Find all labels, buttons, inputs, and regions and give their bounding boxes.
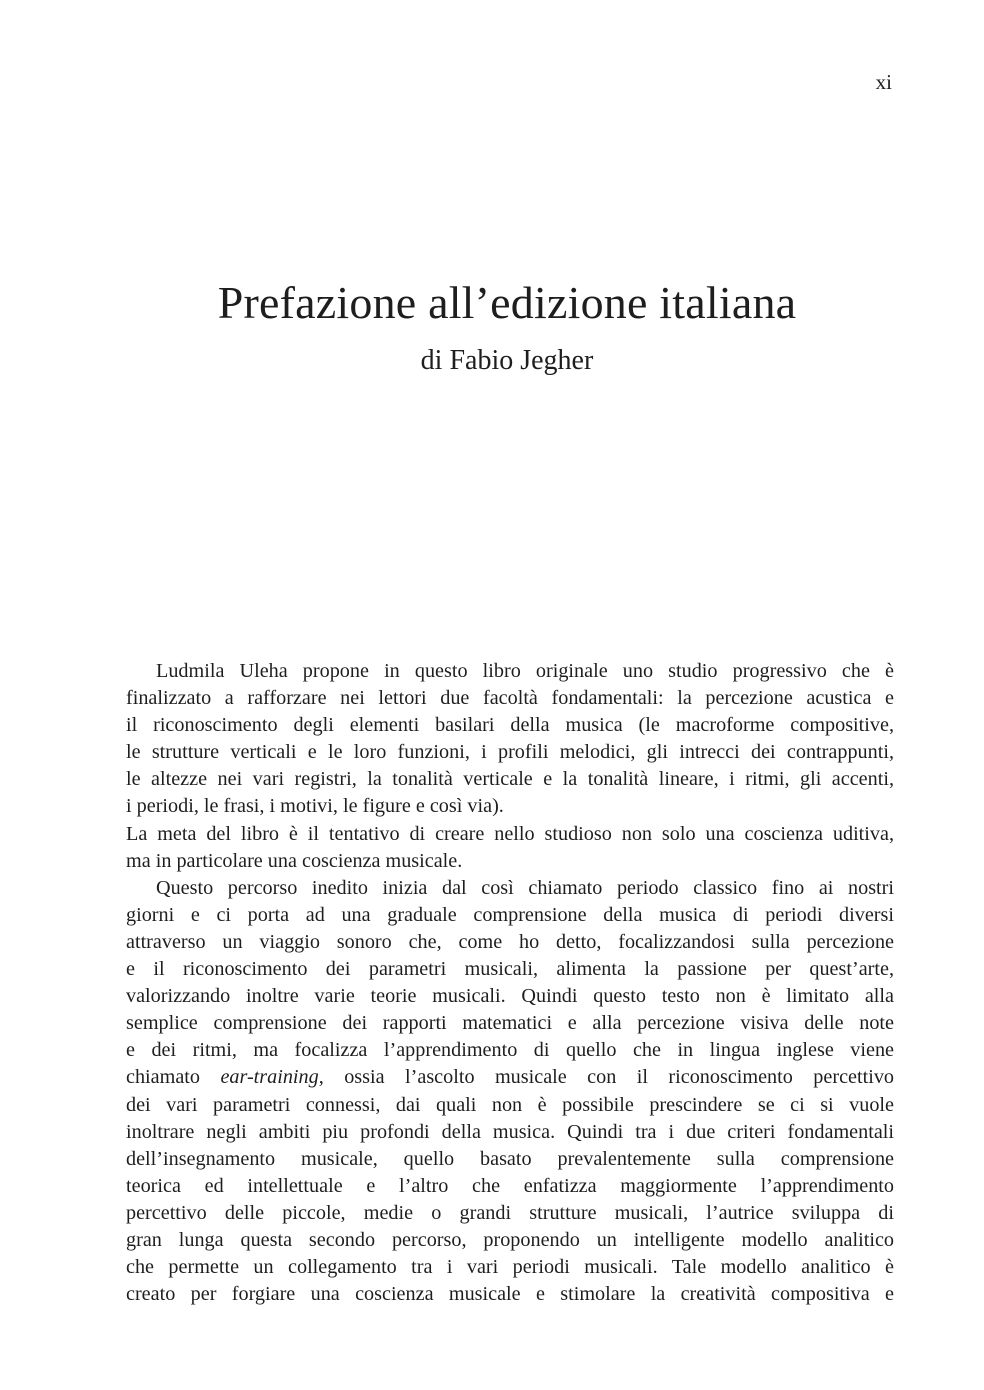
text-line: Questo percorso inedito inizia dal così chiamato periodo classico fino ai nostri <box>156 876 894 899</box>
text-line: dell’insegnamento musicale, quello basato prevalentemente sulla comprensione <box>126 1147 894 1170</box>
text-line: e il riconoscimento dei parametri musicali, alimenta la passione per quest’arte, <box>126 958 894 981</box>
text-line: il riconoscimento degli elementi basilari della musica (le macroforme compositive, <box>126 714 894 737</box>
text-line-with-italic <box>126 1064 894 1091</box>
text-line: dei vari parametri connessi, dai quali non è possibile prescindere se ci si vuole <box>126 1093 894 1116</box>
text-line: giorni e ci porta ad una graduale comprensione della musica di periodi diversi <box>126 903 894 926</box>
page-number: xi <box>875 70 892 94</box>
text-line: le strutture verticali e le loro funzioni, i profili melodici, gli intrecci dei contrappunti, <box>126 741 894 764</box>
text-line: attraverso un viaggio sonoro che, come ho detto, focalizzandosi sulla percezione <box>126 930 894 953</box>
text-line: inoltrare negli ambiti piu profondi della musica. Quindi tra i due criteri fondamentali <box>126 1120 894 1143</box>
text-line: che permette un collegamento tra i vari periodi musicali. Tale modello analitico è <box>126 1256 894 1279</box>
text-line: valorizzando inoltre varie teorie musicali. Quindi questo testo non è limitato alla <box>126 985 894 1008</box>
text-fragment: , ossia l’ascolto musicale con il riconoscimento percettivo <box>318 1066 895 1089</box>
paragraph <box>126 821 894 875</box>
text-line: ma in particolare una coscienza musicale. <box>126 849 463 872</box>
text-fragment: chiamato <box>126 1066 221 1089</box>
text-line: e dei ritmi, ma focalizza l’apprendimento di quello che in lingua inglese viene <box>126 1039 894 1062</box>
text-line: La meta del libro è il tentativo di creare nello studioso non solo una coscienza uditiva, <box>126 822 894 845</box>
text-line: le altezze nei vari registri, la tonalità verticale e la tonalità lineare, i ritmi, gli accenti, <box>126 768 894 791</box>
text-line: percettivo delle piccole, medie o grandi strutture musicali, l’autrice sviluppa di <box>126 1201 894 1224</box>
chapter-title: Prefazione all’edizione italiana <box>217 277 797 328</box>
text-line: gran lunga questa secondo percorso, proponendo un intelligente modello analitico <box>126 1228 894 1251</box>
text-line: finalizzato a rafforzare nei lettori due facoltà fondamentali: la percezione acustica e <box>126 687 894 710</box>
text-line: creato per forgiare una coscienza musicale e stimolare la creatività compositiva e <box>126 1283 894 1306</box>
chapter-author: di Fabio Jegher <box>420 345 594 376</box>
text-line: Ludmila Uleha propone in questo libro originale uno studio progressivo che è <box>156 660 894 682</box>
italic-term: ear-training <box>220 1066 319 1089</box>
paragraph <box>126 658 894 821</box>
text-line: teorica ed intellettuale e l’altro che enfatizza maggiormente l’apprendimento <box>126 1174 894 1197</box>
paragraph <box>126 875 894 1309</box>
text-line: i periodi, le frasi, i motivi, le figure e così via). <box>126 795 504 818</box>
body-text <box>126 658 894 1308</box>
text-line: semplice comprensione dei rapporti matematici e alla percezione visiva delle note <box>126 1012 894 1035</box>
